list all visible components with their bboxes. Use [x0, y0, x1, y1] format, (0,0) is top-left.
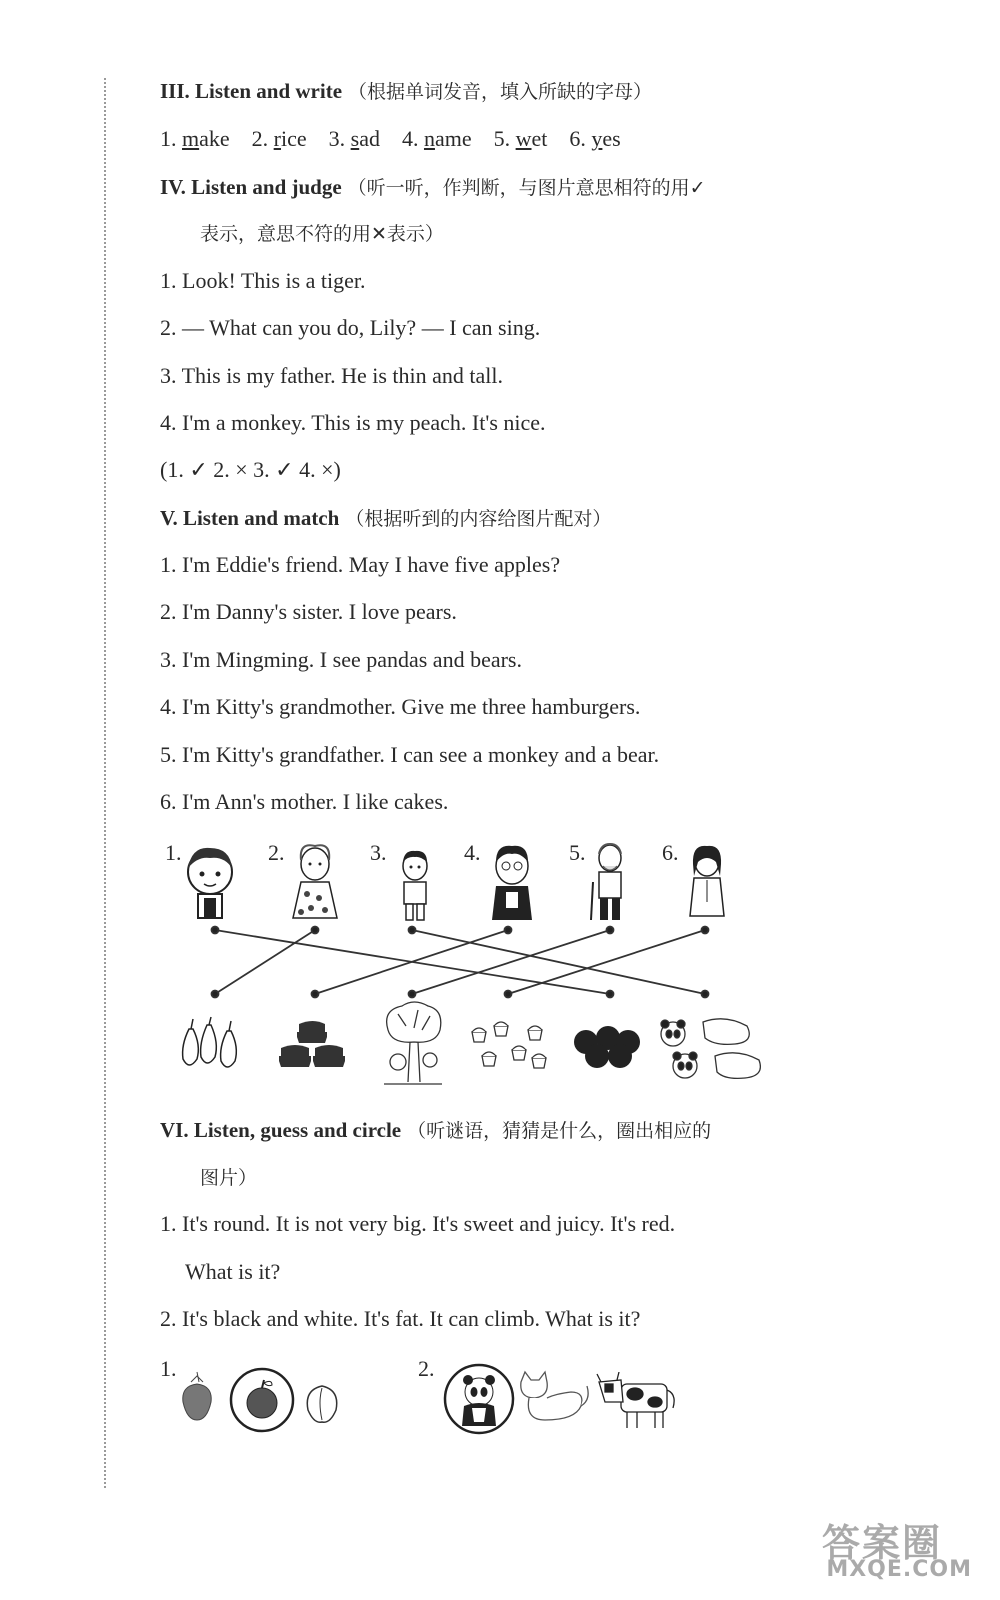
person-label: 6. — [662, 840, 679, 865]
apples-icon — [570, 1020, 645, 1070]
script-line: 1. Look! This is a tiger. — [160, 268, 366, 293]
grandfather-icon — [585, 842, 635, 922]
word-number: 5. — [493, 126, 516, 151]
dot — [409, 927, 416, 934]
section-note-cont: 图片） — [200, 1167, 258, 1189]
filled-letter: n — [423, 126, 435, 151]
section-iii-heading — [160, 76, 652, 107]
word-item — [329, 124, 380, 154]
dot — [702, 927, 709, 934]
section-note: （听一听，作判断，与图片意思相符的用✓ — [347, 177, 706, 199]
section-note: （听谜语，猜猜是什么，圈出相应的 — [407, 1120, 712, 1142]
word-number: 4. — [401, 126, 424, 151]
script-line: 6. I'm Ann's mother. I like cakes. — [160, 789, 449, 814]
word-item — [569, 124, 620, 154]
script-line: 5. I'm Kitty's grandfather. I can see a monkey and a bear. — [160, 742, 660, 767]
person-label: 1. — [165, 840, 182, 865]
dot — [505, 991, 512, 998]
riddle-label: 1. — [160, 1356, 177, 1381]
section-title: III. Listen and write — [160, 79, 343, 103]
script-line: 1. I'm Eddie's friend. May I have five apples? — [160, 552, 561, 577]
cat-icon — [515, 1370, 595, 1425]
script-line: 3. This is my father. He is thin and tall. — [160, 363, 503, 388]
script-line: 4. I'm a monkey. This is my peach. It's nice. — [160, 410, 546, 435]
dot — [312, 991, 319, 998]
riddle-line: What is it? — [185, 1259, 281, 1284]
dot — [212, 991, 219, 998]
dot — [505, 927, 512, 934]
dot — [607, 991, 614, 998]
word-item — [494, 124, 548, 154]
girl-danny-sister-icon — [285, 842, 345, 922]
ann-mother-icon — [682, 842, 732, 922]
word-item — [402, 124, 472, 154]
section-title: V. Listen and match — [160, 506, 340, 530]
boy-mingming-icon — [390, 846, 440, 922]
answer-key: (1. ✓ 2. × 3. ✓ 4. ×) — [160, 457, 341, 482]
script-line: 3. I'm Mingming. I see pandas and bears. — [160, 647, 522, 672]
pandas-bears-icon — [655, 1012, 770, 1087]
cakes-icon — [468, 1020, 553, 1075]
person-label: 5. — [569, 840, 586, 865]
section-iv-heading-cont — [200, 218, 444, 249]
word-rest: et — [531, 126, 548, 151]
section-note-cont: 表示，意思不符的用✕表示） — [200, 223, 444, 245]
filled-letter: m — [182, 126, 200, 151]
script-line: 2. — What can you do, Lily? — I can sing. — [160, 315, 541, 340]
tree-monkey-bear-icon — [378, 1000, 448, 1090]
word-rest: es — [602, 126, 621, 151]
match-line-2 — [215, 930, 315, 994]
filled-letter: y — [591, 126, 603, 151]
script-line: 4. I'm Kitty's grandmother. Give me three hamburgers. — [160, 694, 641, 719]
match-line-4 — [315, 930, 508, 994]
section-iv-heading — [160, 172, 706, 203]
riddle-label: 2. — [418, 1356, 435, 1381]
dot — [607, 927, 614, 934]
section-title: VI. Listen, guess and circle — [160, 1118, 402, 1142]
dot — [702, 991, 709, 998]
section-v-heading — [160, 503, 611, 534]
dot — [409, 991, 416, 998]
section-vi-heading — [160, 1115, 711, 1146]
person-label: 2. — [268, 840, 285, 865]
word-rest: ad — [359, 126, 380, 151]
watermark-text-top: 答案圈 — [821, 1521, 942, 1565]
filled-letter: w — [515, 126, 532, 151]
apple-circled-icon — [228, 1365, 296, 1435]
word-number: 1. — [160, 126, 182, 151]
match-line-6 — [508, 930, 705, 994]
person-label: 3. — [370, 840, 387, 865]
grandmother-icon — [482, 842, 542, 922]
riddle-line: 1. It's round. It is not very big. It's sweet and juicy. It's red. — [160, 1211, 676, 1236]
word-item — [252, 124, 307, 154]
script-line: 2. I'm Danny's sister. I love pears. — [160, 599, 457, 624]
peach-icon — [302, 1378, 342, 1426]
word-rest: ake — [199, 126, 230, 151]
person-label: 4. — [464, 840, 481, 865]
hamburgers-icon — [275, 1020, 350, 1070]
filled-letter: s — [350, 126, 360, 151]
boy-eddie-friend-icon — [180, 842, 240, 922]
section-vi-heading-cont — [200, 1162, 257, 1193]
word-number: 2. — [251, 126, 274, 151]
binding-margin-line — [104, 78, 106, 1488]
cow-icon — [595, 1372, 680, 1432]
dot — [312, 927, 319, 934]
word-number: 3. — [328, 126, 351, 151]
section-note: （根据听到的内容给图片配对） — [345, 508, 612, 530]
word-item — [160, 124, 230, 154]
match-line-3 — [412, 930, 705, 994]
dot — [212, 927, 219, 934]
filled-letter: r — [273, 126, 281, 151]
pears-icon — [175, 1015, 250, 1075]
strawberry-icon — [175, 1370, 220, 1425]
section-iii-answers — [160, 124, 643, 154]
panda-circled-icon — [440, 1362, 518, 1437]
match-line-5 — [412, 930, 610, 994]
section-title: IV. Listen and judge — [160, 175, 342, 199]
riddle-line: 2. It's black and white. It's fat. It can climb. What is it? — [160, 1306, 641, 1331]
word-rest: ice — [280, 126, 307, 151]
watermark-logo — [782, 1512, 972, 1582]
section-note: （根据单词发音，填入所缺的字母） — [348, 81, 653, 103]
watermark-text-bottom: MXQE.COM — [826, 1557, 972, 1582]
word-rest: ame — [434, 126, 472, 151]
matching-lines — [150, 920, 770, 1000]
word-number: 6. — [569, 126, 592, 151]
